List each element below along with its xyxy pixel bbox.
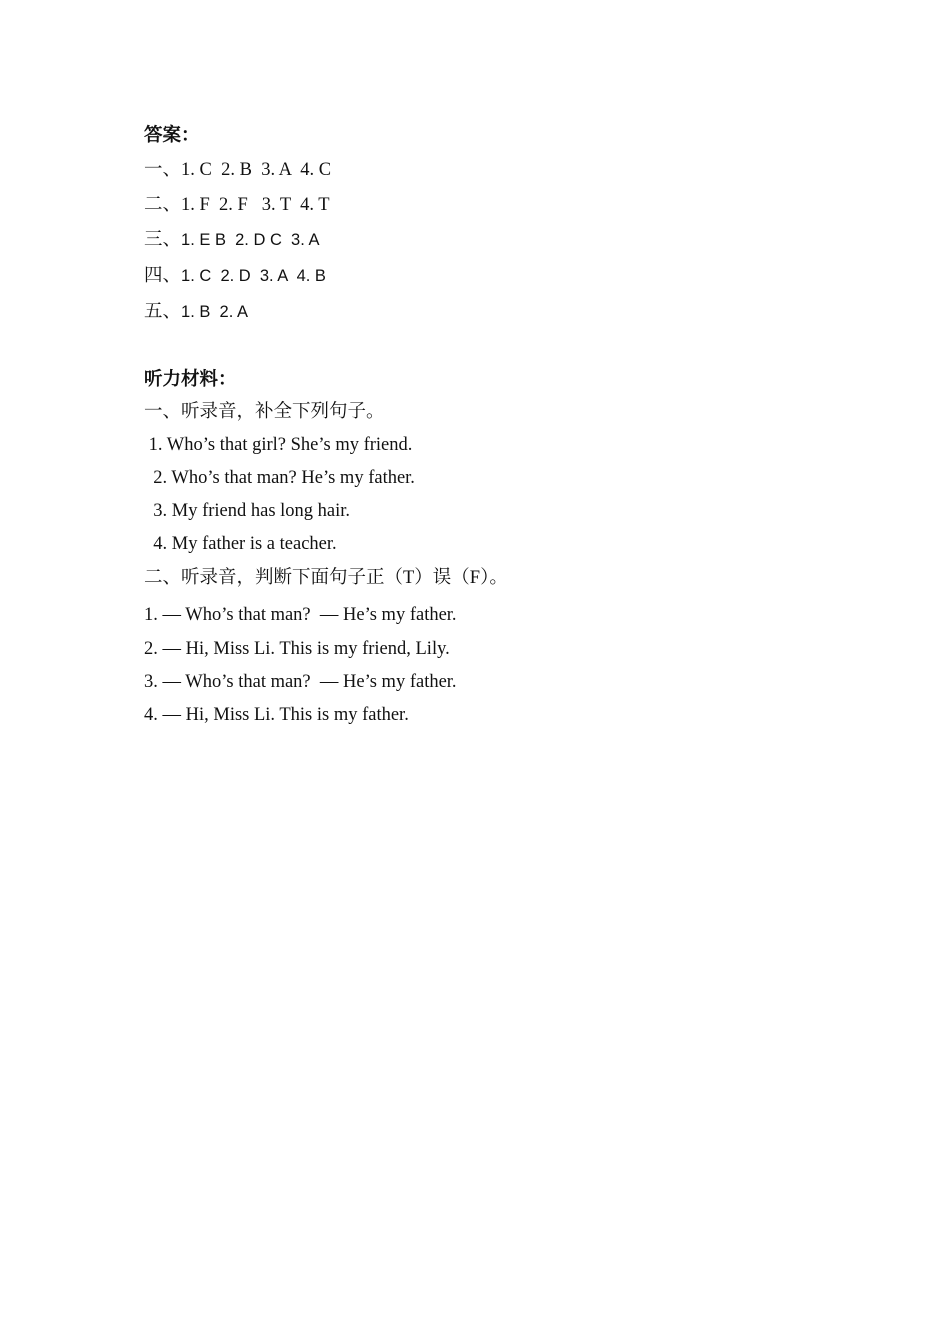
answer-line-prefix: 三、 [144,230,182,250]
section2-item: 3. — Who’s that man? — He’s my father. [144,672,457,692]
answer-line-4 [144,265,326,287]
answer-line-prefix: 五、 [144,302,182,322]
section2-item: 4. — Hi, Miss Li. This is my father. [144,705,409,725]
answer-line-prefix: 二、 [144,195,182,215]
answer-line-text: 1. F 2. F 3. T 4. T [181,195,330,215]
section1-item: 3. My friend has long hair. [144,501,351,521]
answer-line-text: 1. C 2. B 3. A 4. C [181,160,332,180]
section1-item: 2. Who’s that man? He’s my father. [144,468,415,488]
section2-item: 1. — Who’s that man? — He’s my father. [144,605,457,625]
section1-item: 4. My father is a teacher. [144,534,337,554]
section1-heading: 一、听录音，补全下列句子。 [144,402,385,422]
answer-line-1 [144,159,331,181]
section2-heading: 二、听录音，判断下面句子正（T）误（F）。 [144,568,508,588]
answers-title: 答案： [144,126,200,146]
listening-title: 听力材料： [144,370,237,390]
section1-item: 1. Who’s that girl? She’s my friend. [144,435,413,455]
answer-line-text: 1. B 2. A [181,303,248,321]
answer-line-prefix: 四、 [144,266,182,286]
answer-line-2 [144,194,330,216]
answer-line-text: 1. E B 2. D C 3. A [181,231,320,249]
section2-item: 2. — Hi, Miss Li. This is my friend, Lily. [144,639,450,659]
answer-line-prefix: 一、 [144,160,182,180]
answer-line-3 [144,229,320,251]
answer-line-5 [144,301,248,323]
answer-line-text: 1. C 2. D 3. A 4. B [181,267,326,285]
